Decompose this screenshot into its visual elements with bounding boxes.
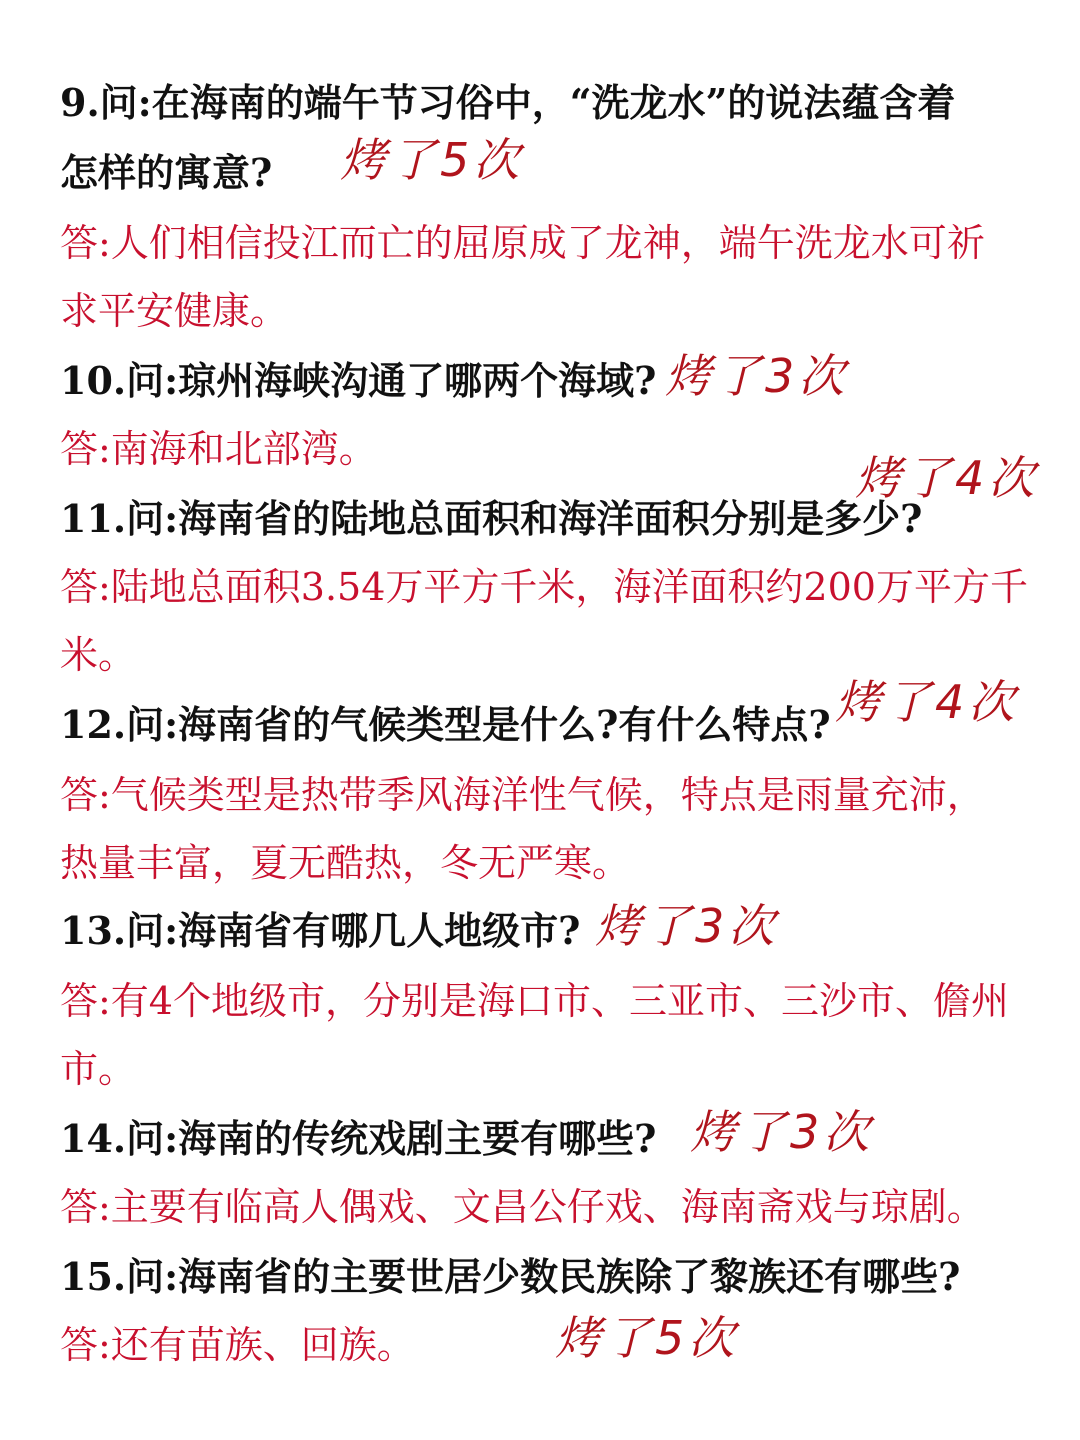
answer-13-line-2: 市。 [60,1047,137,1091]
answer-12-line-2: 热量丰富，夏无酷热，冬无严寒。 [60,841,631,885]
handwritten-note-q15: 烤了5次 [555,1311,739,1365]
question-10: 10.问:琼州海峡沟通了哪两个海域? [60,358,657,403]
question-13: 13.问:海南省有哪几人地级市? [60,908,581,953]
answer-15: 答:还有苗族、回族。 [60,1323,415,1367]
answer-12-line-1: 答:气候类型是热带季风海洋性气候，特点是雨量充沛， [60,773,985,817]
answer-11-line-1: 答:陆地总面积3.54万平方千米，海洋面积约200万平方千 [60,565,1028,609]
answer-9-line-2: 求平安健康。 [60,289,289,333]
question-12: 12.问:海南省的气候类型是什么?有什么特点? [60,702,831,747]
question-11: 11.问:海南省的陆地总面积和海洋面积分别是多少? [60,496,923,541]
answer-10: 答:南海和北部湾。 [60,427,377,471]
question-15: 15.问:海南省的主要世居少数民族除了黎族还有哪些? [60,1254,961,1299]
handwritten-note-q14: 烤了3次 [690,1105,874,1159]
handwritten-note-q10: 烤了3次 [665,349,849,403]
answer-13-line-1: 答:有4个地级市，分别是海口市、三亚市、三沙市、儋州 [60,979,1009,1023]
handwritten-note-q9: 烤了5次 [340,133,524,187]
handwritten-note-q13: 烤了3次 [595,899,779,953]
question-9-line-2: 怎样的寓意? [60,150,273,195]
handwritten-note-q11: 烤了4次 [855,451,1039,505]
answer-9-line-1: 答:人们相信投江而亡的屈原成了龙神，端午洗龙水可祈 [60,221,985,265]
handwritten-note-q12: 烤了4次 [835,675,1019,729]
answer-11-line-2: 米。 [60,633,137,677]
question-14: 14.问:海南的传统戏剧主要有哪些? [60,1116,657,1161]
question-9-line-1: 9.问:在海南的端午节习俗中，“洗龙水”的说法蕴含着 [60,80,956,125]
answer-14: 答:主要有临高人偶戏、文昌公仔戏、海南斋戏与琼剧。 [60,1185,985,1229]
